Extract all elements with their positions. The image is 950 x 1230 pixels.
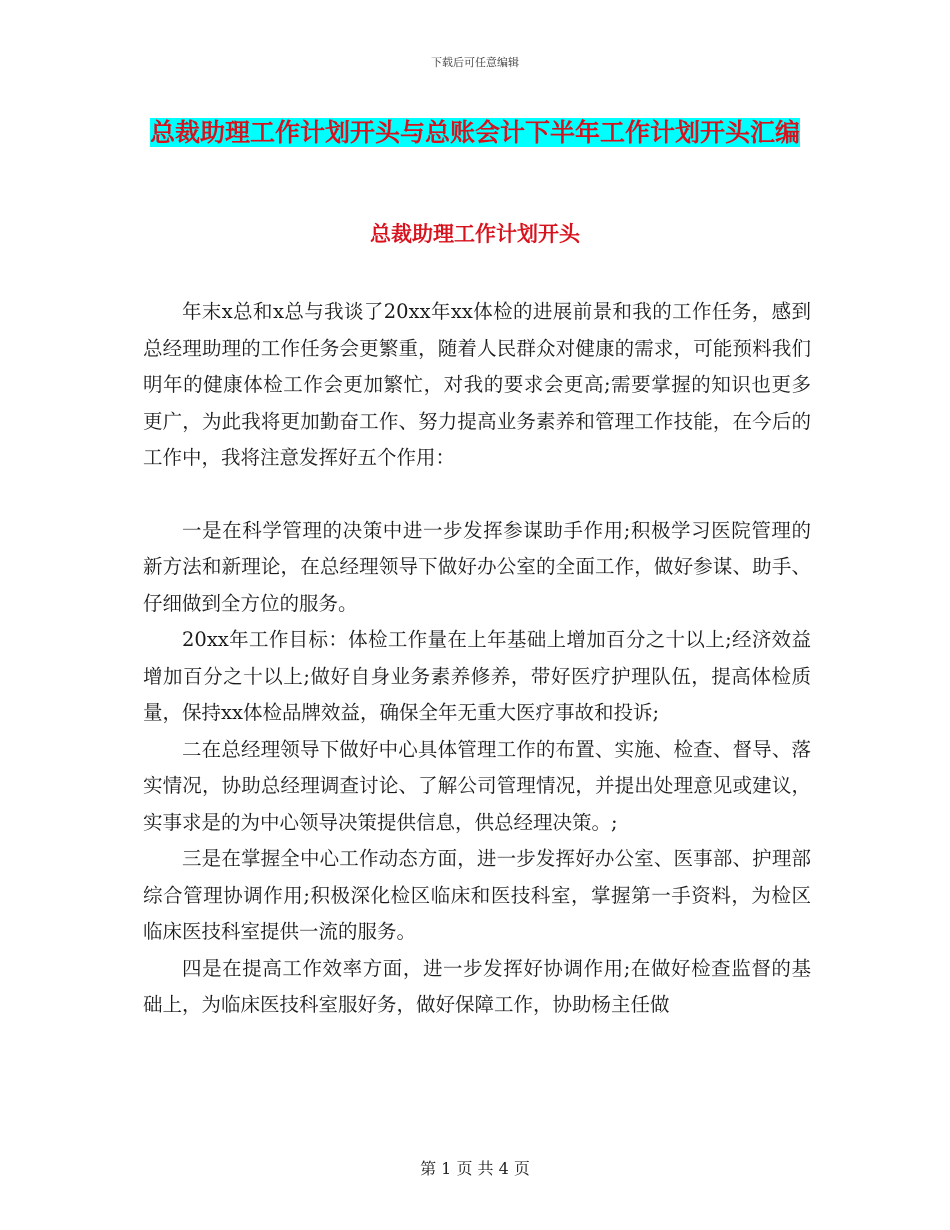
header-note: 下载后可任意编辑 [431,56,519,69]
paragraph-point-three: 三是在掌握全中心工作动态方面，进一步发挥好办公室、医事部、护理部综合管理协调作用;积极深化检区临床和医技科室，掌握第一手资料，为检区临床医技科室提供一流的服务。 [143,847,811,943]
paragraph-goals: 20xx年工作目标：体检工作量在上年基础上增加百分之十以上;经济效益增加百分之十以上;做好自身业务素养修养，带好医疗护理队伍，提高体检质量，保持xx体检品牌效益，确保全年无重大医疗事故和投诉; [143,628,811,724]
section-title: 总裁助理工作计划开头 [370,221,580,246]
document-title-text: 总裁助理工作计划开头与总账会计下半年工作计划开头汇编 [150,118,801,147]
body-text [143,294,811,1024]
paragraph-point-two: 二在总经理领导下做好中心具体管理工作的布置、实施、检查、督导、落实情况，协助总经理调查讨论、了解公司管理情况，并提出处理意见或建议，实事求是的为中心领导决策提供信息，供总经理决策。; [143,737,811,834]
paragraph-intro: 年末x总和x总与我谈了20xx年xx体检的进展前景和我的工作任务，感到总经理助理的工作任务会更繁重，随着人民群众对健康的需求，可能预料我们明年的健康体检工作会更加繁忙，对我的要求会更高;需要掌握的知识也更多更广，为此我将更加勤奋工作、努力提高业务素养和管理工作技能，在今后的工作中，我将注意发挥好五个作用： [143,300,811,469]
paragraph-point-four: 四是在提高工作效率方面，进一步发挥好协调作用;在做好检查监督的基础上，为临床医技科室服好务，做好保障工作，协助杨主任做 [143,956,811,1016]
page-footer: 第 1 页 共 4 页 [420,1159,530,1178]
paragraph-gap [143,477,811,513]
document-title [150,110,800,156]
paragraph-point-one: 一是在科学管理的决策中进一步发挥参谋助手作用;积极学习医院管理的新方法和新理论，在总经理领导下做好办公室的全面工作，做好参谋、助手、仔细做到全方位的服务。 [143,518,811,615]
